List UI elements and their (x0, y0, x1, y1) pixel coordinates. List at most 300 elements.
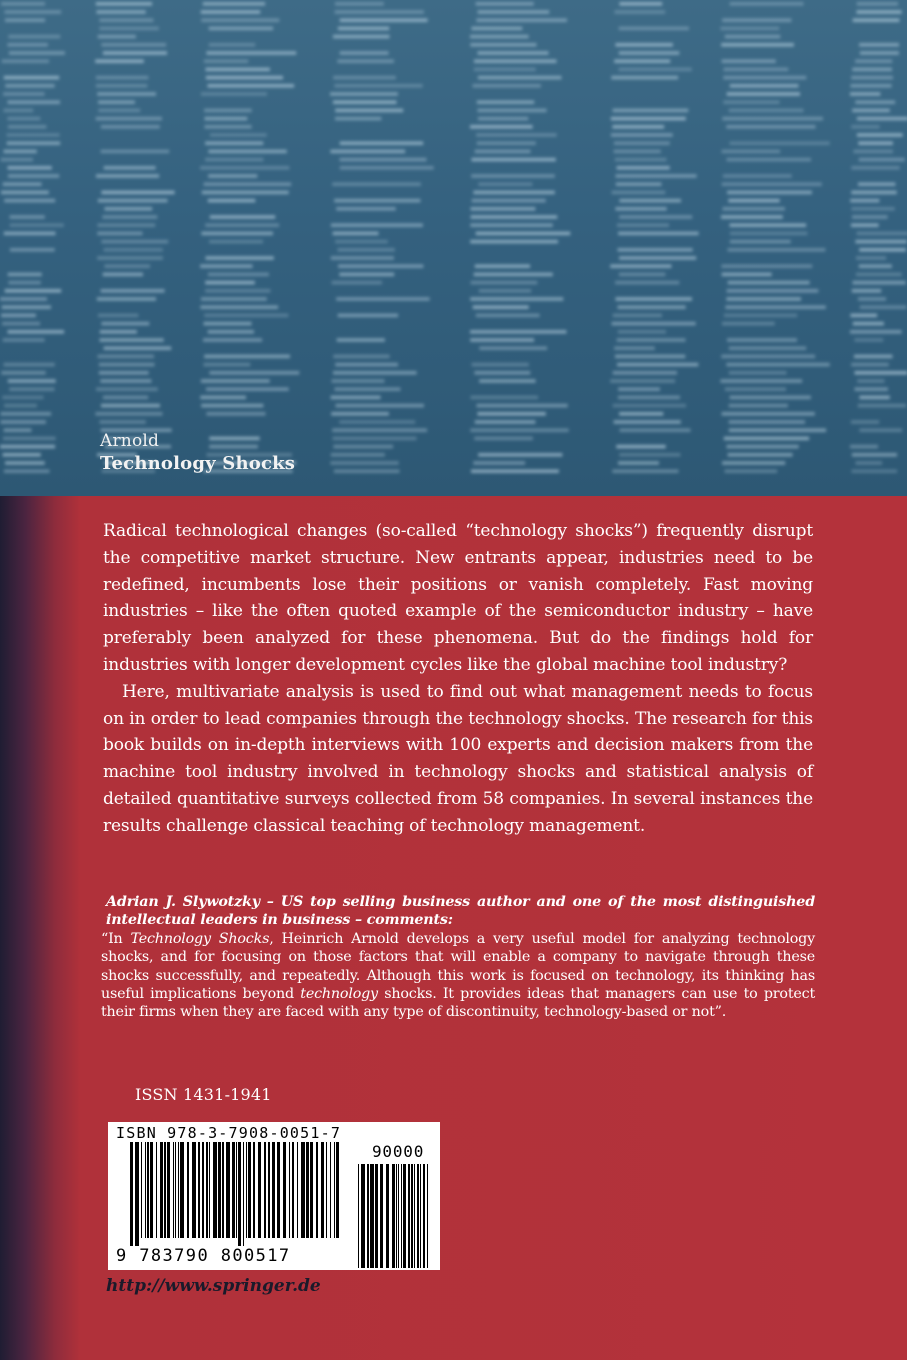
listing-row-mark (470, 428, 568, 432)
listing-row-mark (725, 35, 781, 39)
barcode-bar (386, 1164, 389, 1268)
listing-row-mark (205, 223, 279, 227)
listing-row-mark (730, 232, 808, 236)
listing-row-mark (208, 150, 286, 154)
listing-row-mark (727, 158, 812, 162)
listing-row-mark (99, 371, 149, 375)
listing-row-mark (611, 133, 673, 137)
barcode-bar (187, 1142, 189, 1238)
barcode-bar (292, 1142, 294, 1238)
listing-row-mark (618, 248, 693, 252)
barcode-bar (206, 1142, 208, 1238)
stock-listing-photo (0, 0, 907, 496)
listing-row-mark (477, 141, 536, 145)
listing-row-mark (611, 117, 686, 121)
listing-row-mark (340, 141, 424, 145)
listing-row-mark (8, 35, 60, 39)
listing-row-mark (724, 314, 797, 318)
barcode-bar (316, 1142, 318, 1238)
listing-row-mark (201, 379, 270, 383)
testimonial-attribution: Adrian J. Slywotzky – US top selling business author and one of the most distinguished intellectual leaders in business – comments: (106, 894, 815, 929)
listing-row-mark (723, 174, 792, 178)
listing-row-mark (612, 125, 664, 129)
listing-row-mark (478, 76, 562, 80)
listing-row-mark (473, 305, 529, 309)
listing-row-mark (612, 322, 696, 326)
listing-row-mark (204, 322, 252, 326)
listing-row-mark (729, 404, 788, 408)
listing-row-mark (726, 125, 815, 129)
listing-row-mark (332, 281, 382, 285)
listing-row-mark (729, 371, 787, 375)
listing-row-mark (851, 223, 879, 227)
listing-row-mark (851, 84, 892, 88)
listing-row-mark (614, 59, 670, 63)
listing-row-mark (615, 355, 685, 359)
listing-row-mark (335, 117, 381, 121)
listing-row-mark (338, 248, 395, 252)
listing-row-mark (727, 289, 819, 293)
listing-row-mark (7, 141, 61, 145)
barcode-bar (232, 1142, 235, 1238)
listing-row-mark (730, 396, 811, 400)
listing-row-mark (201, 232, 273, 236)
listing-row-mark (855, 59, 892, 63)
listing-row-mark (203, 2, 265, 6)
listing-row-mark (855, 100, 895, 104)
listing-row-mark (478, 117, 528, 121)
listing-row-mark (3, 92, 45, 96)
listing-row-mark (851, 363, 889, 367)
listing-row-mark (5, 84, 54, 88)
listing-row-mark (619, 68, 692, 72)
listing-row-mark (850, 330, 902, 334)
book-title: Technology Shocks (100, 453, 296, 474)
listing-row-mark (3, 182, 42, 186)
listing-row-mark (98, 100, 135, 104)
barcode-bar (401, 1164, 402, 1268)
listing-row-mark (101, 404, 160, 408)
barcode-bar (264, 1142, 266, 1238)
listing-row-mark (335, 109, 403, 113)
listing-row-mark (331, 396, 381, 400)
listing-row-mark (615, 281, 679, 285)
barcode-bar (236, 1142, 237, 1238)
barcode-bar (427, 1164, 428, 1268)
listing-row-mark (331, 453, 385, 457)
barcode-bar (167, 1142, 170, 1238)
listing-row-mark (722, 461, 785, 465)
quote-emphasis: technology (300, 986, 378, 1003)
barcode-bar (218, 1142, 221, 1238)
listing-row-mark (859, 396, 889, 400)
listing-row-mark (99, 27, 158, 31)
listing-row-mark (103, 51, 167, 55)
listing-row-mark (850, 314, 877, 318)
listing-row-mark (857, 379, 884, 383)
listing-row-mark (471, 396, 539, 400)
listing-row-mark (721, 264, 812, 268)
barcode-bar (380, 1164, 383, 1268)
listing-row-mark (722, 322, 775, 326)
listing-row-mark (4, 363, 55, 367)
listing-row-mark (99, 18, 153, 22)
listing-row-mark (4, 76, 59, 80)
listing-row-mark (8, 174, 59, 178)
listing-row-mark (620, 428, 691, 432)
listing-row-mark (856, 273, 902, 277)
barcode-bar (243, 1142, 244, 1246)
barcode-bar (192, 1142, 196, 1238)
isbn-barcode (108, 1122, 440, 1270)
listing-row-mark (853, 281, 906, 285)
listing-row-mark (852, 109, 890, 113)
listing-row-mark (339, 420, 415, 424)
listing-row-mark (332, 379, 385, 383)
barcode-bar (202, 1142, 204, 1238)
listing-row-mark (97, 232, 142, 236)
listing-row-mark (201, 92, 267, 96)
listing-row-mark (340, 158, 427, 162)
quote-open: “In (101, 930, 131, 947)
listing-row-mark (859, 43, 899, 47)
listing-row-mark (101, 289, 165, 293)
listing-row-mark (9, 387, 54, 391)
listing-row-mark (614, 346, 655, 350)
listing-row-mark (612, 469, 678, 473)
listing-row-mark (210, 133, 267, 137)
barcode-bar (408, 1164, 410, 1268)
listing-row-mark (8, 273, 42, 277)
listing-row-mark (339, 273, 394, 277)
listing-row-mark (619, 412, 663, 416)
listing-row-mark (98, 355, 154, 359)
listing-row-mark (855, 387, 889, 391)
listing-row-mark (334, 469, 400, 473)
listing-row-mark (206, 68, 270, 72)
listing-row-mark (723, 207, 785, 211)
listing-row-mark (618, 461, 659, 465)
listing-row-mark (730, 2, 804, 6)
listing-row-mark (859, 158, 905, 162)
listing-row-mark (619, 199, 681, 203)
listing-row-mark (728, 248, 826, 252)
listing-row-mark (101, 240, 168, 244)
listing-row-mark (8, 330, 65, 334)
listing-row-mark (4, 199, 55, 203)
barcode-bar (277, 1142, 280, 1238)
listing-row-mark (618, 232, 699, 236)
listing-row-mark (204, 314, 288, 318)
listing-row-mark (722, 117, 823, 121)
listing-row-mark (101, 191, 174, 195)
listing-row-mark (208, 174, 257, 178)
barcode-bar (258, 1142, 261, 1238)
listing-row-mark (331, 412, 389, 416)
barcode-bar (297, 1142, 298, 1238)
listing-row-mark (729, 346, 806, 350)
listing-row-mark (337, 338, 385, 342)
listing-row-mark (205, 281, 255, 285)
listing-row-mark (334, 199, 420, 203)
listing-row-mark (470, 297, 563, 301)
listing-row-mark (2, 59, 49, 63)
listing-row-mark (340, 18, 428, 22)
listing-row-mark (201, 18, 279, 22)
listing-row-mark (204, 182, 292, 186)
barcode-bar (160, 1142, 163, 1238)
listing-row-mark (615, 10, 666, 14)
listing-row-mark (720, 379, 802, 383)
issn-number: ISSN 1431-1941 (135, 1085, 272, 1104)
listing-row-mark (619, 256, 696, 260)
listing-row-mark (858, 182, 895, 186)
listing-row-mark (615, 43, 673, 47)
listing-row-mark (477, 404, 568, 408)
listing-row-mark (203, 338, 262, 342)
barcode-bar (310, 1142, 313, 1238)
listing-row-mark (472, 363, 529, 367)
listing-row-mark (478, 182, 532, 186)
barcode-bar (423, 1164, 425, 1268)
listing-row-mark (96, 174, 159, 178)
listing-row-mark (340, 166, 434, 170)
listing-row-mark (857, 133, 903, 137)
listing-row-mark (474, 437, 533, 441)
listing-row-mark (613, 314, 662, 318)
listing-row-mark (613, 109, 689, 113)
listing-row-mark (97, 297, 156, 301)
listing-row-mark (208, 273, 269, 277)
barcode-bar (150, 1142, 153, 1238)
listing-row-mark (100, 379, 151, 383)
listing-row-mark (333, 355, 389, 359)
listing-row-mark (98, 109, 140, 113)
barcode-bar (283, 1142, 286, 1238)
listing-row-mark (336, 297, 429, 301)
listing-row-mark (725, 305, 825, 309)
listing-row-mark (205, 289, 270, 293)
listing-row-mark (4, 232, 56, 236)
listing-row-mark (616, 445, 665, 449)
listing-row-mark (852, 453, 897, 457)
listing-row-mark (721, 43, 794, 47)
listing-row-mark (336, 404, 425, 408)
listing-row-mark (10, 248, 55, 252)
listing-row-mark (205, 141, 263, 145)
listing-row-mark (852, 68, 892, 72)
listing-row-mark (722, 273, 772, 277)
listing-row-mark (476, 314, 540, 318)
listing-row-mark (96, 117, 162, 121)
listing-row-mark (857, 10, 902, 14)
listing-row-mark (7, 133, 60, 137)
listing-row-mark (616, 297, 693, 301)
listing-row-mark (204, 363, 251, 367)
listing-row-mark (4, 404, 37, 408)
barcode-bar (306, 1142, 309, 1238)
listing-row-mark (475, 264, 530, 268)
listing-row-mark (206, 76, 283, 80)
listing-row-mark (333, 437, 417, 441)
listing-row-mark (2, 305, 51, 309)
barcode-bar (334, 1142, 335, 1238)
barcode-bar (361, 1164, 365, 1268)
listing-row-mark (855, 240, 907, 244)
listing-row-mark (7, 117, 40, 121)
barcode-bar (370, 1164, 374, 1268)
listing-row-mark (2, 322, 40, 326)
listing-row-mark (722, 18, 791, 22)
testimonial (101, 893, 815, 1022)
listing-row-mark (333, 445, 393, 449)
listing-row-mark (728, 453, 793, 457)
barcode-bar (130, 1142, 133, 1246)
listing-row-mark (333, 232, 379, 236)
listing-row-mark (857, 232, 907, 236)
listing-row-mark (103, 396, 148, 400)
barcode-bar (135, 1142, 139, 1246)
listing-row-mark (857, 2, 898, 6)
listing-row-mark (729, 428, 826, 432)
listing-row-mark (860, 305, 907, 309)
listing-row-mark (335, 363, 398, 367)
listing-row-mark (1, 371, 45, 375)
listing-row-mark (204, 59, 248, 63)
listing-row-mark (96, 76, 148, 80)
isbn-label: ISBN 978-3-7908-0051-7 (116, 1124, 342, 1142)
listing-row-mark (858, 141, 893, 145)
listing-row-mark (8, 166, 52, 170)
listing-row-mark (852, 289, 881, 293)
listing-row-mark (96, 2, 152, 6)
listing-row-mark (726, 297, 801, 301)
listing-row-mark (101, 322, 149, 326)
listing-row-mark (1, 314, 36, 318)
listing-row-mark (10, 215, 45, 219)
listing-row-mark (1, 412, 52, 416)
barcode-bar (301, 1142, 305, 1238)
listing-row-mark (478, 51, 549, 55)
barcode-bar (417, 1164, 419, 1268)
listing-row-mark (617, 223, 669, 227)
listing-row-mark (470, 223, 553, 227)
listing-row-mark (206, 387, 289, 391)
listing-row-mark (205, 117, 248, 121)
description-paragraph-1: Radical technological changes (so-called “technology shocks”) frequently disrupt the competitive market structure. New entrants appear, industries need to be redefined, incumbents lose their positions or vanish completely. Fast moving industries – like the often quoted example of the semiconductor industry – have preferably been analyzed for these phenomena. But do the findings hold for industries with longer development cycles like the global machine tool industry? (103, 521, 813, 675)
listing-row-mark (852, 469, 898, 473)
listing-row-mark (4, 469, 50, 473)
listing-row-mark (104, 248, 163, 252)
listing-row-mark (335, 387, 401, 391)
barcode-bar (321, 1142, 324, 1238)
listing-row-mark (205, 125, 252, 129)
barcode-bar (156, 1142, 157, 1238)
quote-text-2: shocks. It provides ideas that managers can use to protect their firms when they are faced with any type of discontinuity, technology-based or not”. (101, 986, 815, 1021)
listing-row-mark (856, 461, 883, 465)
listing-row-mark (475, 420, 536, 424)
barcode-bar (175, 1142, 176, 1238)
listing-row-mark (104, 264, 150, 268)
listing-row-mark (618, 396, 680, 400)
listing-row-mark (332, 428, 427, 432)
listing-row-mark (478, 10, 550, 14)
listing-row-mark (104, 166, 156, 170)
author-name: Arnold (100, 431, 160, 451)
listing-row-mark (338, 27, 389, 31)
listing-row-mark (209, 371, 299, 375)
listing-row-mark (722, 412, 815, 416)
barcode-bar (178, 1142, 179, 1238)
quote-book-title: Technology Shocks (130, 930, 270, 947)
listing-row-mark (205, 158, 263, 162)
listing-row-mark (617, 338, 686, 342)
listing-row-mark (610, 264, 671, 268)
listing-row-mark (201, 404, 263, 408)
listing-row-mark (96, 84, 147, 88)
barcode-bar (147, 1142, 149, 1238)
listing-row-mark (332, 182, 421, 186)
listing-row-mark (333, 371, 417, 375)
listing-row-mark (850, 92, 880, 96)
listing-row-mark (206, 256, 274, 260)
listing-row-mark (476, 232, 571, 236)
listing-row-mark (612, 191, 666, 195)
listing-row-mark (860, 51, 899, 55)
listing-row-mark (99, 363, 155, 367)
listing-row-mark (722, 150, 781, 154)
listing-row-mark (474, 68, 536, 72)
listing-row-mark (103, 273, 143, 277)
barcode-bar (226, 1142, 230, 1238)
listing-row-mark (471, 215, 558, 219)
barcode-bar (403, 1164, 406, 1268)
listing-row-mark (471, 207, 536, 211)
barcode-bar (392, 1164, 395, 1268)
listing-row-mark (729, 420, 805, 424)
listing-row-mark (724, 68, 789, 72)
listing-row-mark (619, 27, 689, 31)
ean-digits: 9 783790 800517 (116, 1246, 291, 1266)
listing-row-mark (200, 166, 289, 170)
barcode-bar (330, 1142, 331, 1238)
listing-row-mark (856, 256, 886, 260)
listing-row-mark (728, 281, 810, 285)
listing-row-mark (4, 109, 34, 113)
listing-row-mark (722, 182, 822, 186)
listing-row-mark (208, 199, 256, 203)
listing-row-mark (727, 92, 800, 96)
listing-row-mark (479, 346, 547, 350)
listing-row-mark (5, 461, 45, 465)
barcode-bar (420, 1164, 421, 1268)
listing-row-mark (102, 215, 157, 219)
listing-row-mark (619, 51, 680, 55)
barcode-bar (238, 1142, 241, 1246)
listing-row-mark (1, 191, 49, 195)
listing-row-mark (618, 305, 686, 309)
listing-row-mark (334, 84, 422, 88)
listing-row-mark (725, 469, 778, 473)
listing-row-mark (471, 469, 559, 473)
listing-row-mark (95, 412, 162, 416)
barcode-bar (358, 1164, 359, 1268)
listing-row-mark (98, 223, 156, 227)
listing-row-mark (206, 51, 296, 55)
listing-row-mark (330, 92, 398, 96)
listing-row-mark (335, 2, 384, 6)
barcode-bar (326, 1142, 327, 1238)
